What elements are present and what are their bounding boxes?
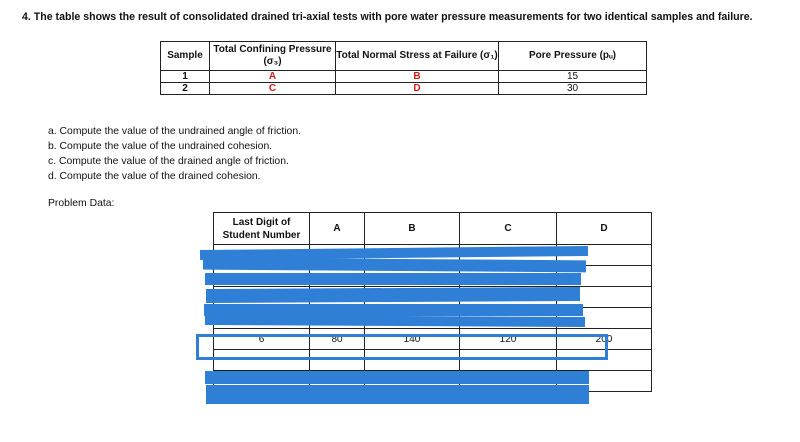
cell-c: 120 [460, 329, 557, 350]
cell-confining: C [210, 83, 336, 95]
cell-normal: D [336, 83, 499, 95]
redaction-mark [205, 315, 585, 327]
redaction-mark [205, 371, 589, 384]
cell-a: 80 [310, 329, 365, 350]
cell-last-digit: 6 [214, 329, 310, 350]
list-item: c. Compute the value of the drained angle of friction. [48, 156, 289, 167]
header-pore-pressure: Pore Pressure (pᵤ) [499, 42, 647, 71]
redaction-mark [206, 287, 580, 303]
header-confining-pressure: Total Confining Pressure (σ₃) [210, 42, 336, 71]
header-last-digit: Last Digit of Student Number [214, 213, 310, 245]
highlight-box [196, 334, 608, 360]
cell-d: 200 [557, 329, 652, 350]
question-title: 4. The table shows the result of consolidated drained tri-axial tests with pore water pressure measurements for two identical samples and failure. [22, 11, 753, 23]
cell-pore: 15 [499, 71, 647, 83]
table-header-row [161, 42, 647, 71]
table-row [161, 71, 647, 83]
cell-normal: B [336, 71, 499, 83]
cell-pore: 30 [499, 83, 647, 95]
header-normal-stress: Total Normal Stress at Failure (σ₁) [336, 42, 499, 71]
cell-confining: A [210, 71, 336, 83]
list-item: d. Compute the value of the drained cohesion. [48, 171, 261, 182]
cell-sample: 2 [161, 83, 210, 95]
problem-data-label: Problem Data: [48, 198, 115, 209]
table-header-row [214, 213, 652, 245]
header-a: A [310, 213, 365, 245]
redaction-mark [204, 304, 583, 316]
redaction-mark [206, 385, 589, 404]
header-b: B [365, 213, 460, 245]
header-d: D [557, 213, 652, 245]
redaction-mark [205, 273, 581, 285]
cell-sample: 1 [161, 71, 210, 83]
task-list [48, 124, 301, 184]
consolidated-test-table [160, 41, 647, 95]
list-item: a. Compute the value of the undrained angle of friction. [48, 126, 302, 137]
header-c: C [460, 213, 557, 245]
header-sample: Sample [161, 42, 210, 71]
cell-b: 140 [365, 329, 460, 350]
list-item: b. Compute the value of the undrained cohesion. [48, 141, 273, 152]
table-row [161, 83, 647, 95]
